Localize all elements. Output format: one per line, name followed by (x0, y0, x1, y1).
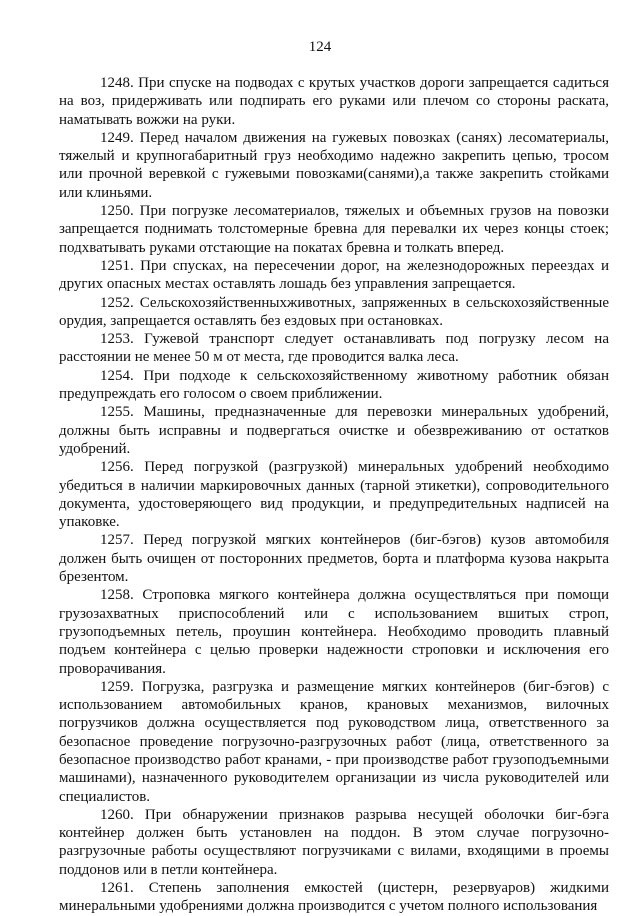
paragraph-1257: 1257. Перед погрузкой мягких контейнеров (биг-бэгов) кузов автомобиля должен быть очищен от посторонних предметов, борта и платформа кузова накрыта брезентом. (59, 532, 609, 586)
paragraph-1261: 1261. Степень заполнения емкостей (цистерн, резервуаров) жидкими минеральными удобрениями должна производится с учетом полного использования (59, 880, 609, 915)
paragraph-1251: 1251. При спусках, на пересечении дорог, на железнодорожных переездах и других опасных местах оставлять лошадь без управления запрещается. (59, 257, 609, 293)
paragraph-1249: 1249. Перед началом движения на гужевых повозках (санях) лесоматериалы, тяжелый и крупногабаритный груз необходимо надежно закрепить цепью, тросом или прочной веревкой с гужевыми повозками(санями),а также закрепить стойками или клиньями. (59, 129, 609, 201)
paragraph-1248: 1248. При спуске на подводах с крутых участков дороги запрещается садиться на воз, придерживать или подпирать его руками или плечом со стороны раската, наматывать вожжи на руки. (59, 75, 609, 128)
paragraph-1256: 1256. Перед погрузкой (разгрузкой) минеральных удобрений необходимо убедиться в наличии маркировочных данных (тарной этикетки), сопроводительного документа, удостоверяющего вид продукции, и предупредительных надписей на упаковке. (59, 459, 609, 531)
paragraph-1254: 1254. При подходе к сельскохозяйственному животному работник обязан предупреждать его голосом о своем приближении. (59, 367, 609, 403)
paragraph-1260: 1260. При обнаружении признаков разрыва несущей оболочки биг-бэга контейнер должен быть установлен на поддон. В этом случае погрузочно-разгрузочные работы осуществляют погрузчиками с вилами, входящими в проемы поддонов или в петли контейнера. (59, 806, 609, 878)
paragraph-1253: 1253. Гужевой транспорт следует останавливать под погрузку лесом на расстоянии не менее 50 м от места, где проводится валка леса. (59, 331, 609, 366)
page-number: 124 (308, 39, 332, 55)
document-body (59, 74, 609, 916)
paragraph-1259: 1259. Погрузка, разгрузка и размещение мягких контейнеров (биг-бэгов) с использованием автомобильных кранов, крановых механизмов, вилочных погрузчиков должна осуществляется под руководством лица, ответственного за безопасное проведение погрузочно-разгрузочных работ (лица, ответственного за безопасное производство работ кранами, - при производстве работ грузоподъемными машинами), назначенного руководителем организации из числа руководителей или специалистов. (59, 678, 609, 805)
paragraph-1252: 1252. Сельскохозяйственныхживотных, запряженных в сельскохозяйственные орудия, запрещается оставлять без ездовых при остановках. (59, 294, 609, 329)
paragraph-1258: 1258. Строповка мягкого контейнера должна осуществляться при помощи грузозахватных приспособлений или с использованием вшитых строп, грузоподъемных петель, проушин контейнера. Необходимо проводить плавный подъем контейнера с целью проверки надежности строповки и исключения его проворачивания. (59, 587, 609, 677)
paragraph-1250: 1250. При погрузке лесоматериалов, тяжелых и объемных грузов на повозки запрещается поднимать толстомерные бревна для перевалки их через концы стоек; подхватывать руками отстающие на покатах бревна и толкать вперед. (59, 203, 609, 256)
paragraph-1255: 1255. Машины, предназначенные для перевозки минеральных удобрений, должны быть исправны и подвергаться очистке и обезвреживанию от остатков удобрений. (59, 404, 609, 457)
